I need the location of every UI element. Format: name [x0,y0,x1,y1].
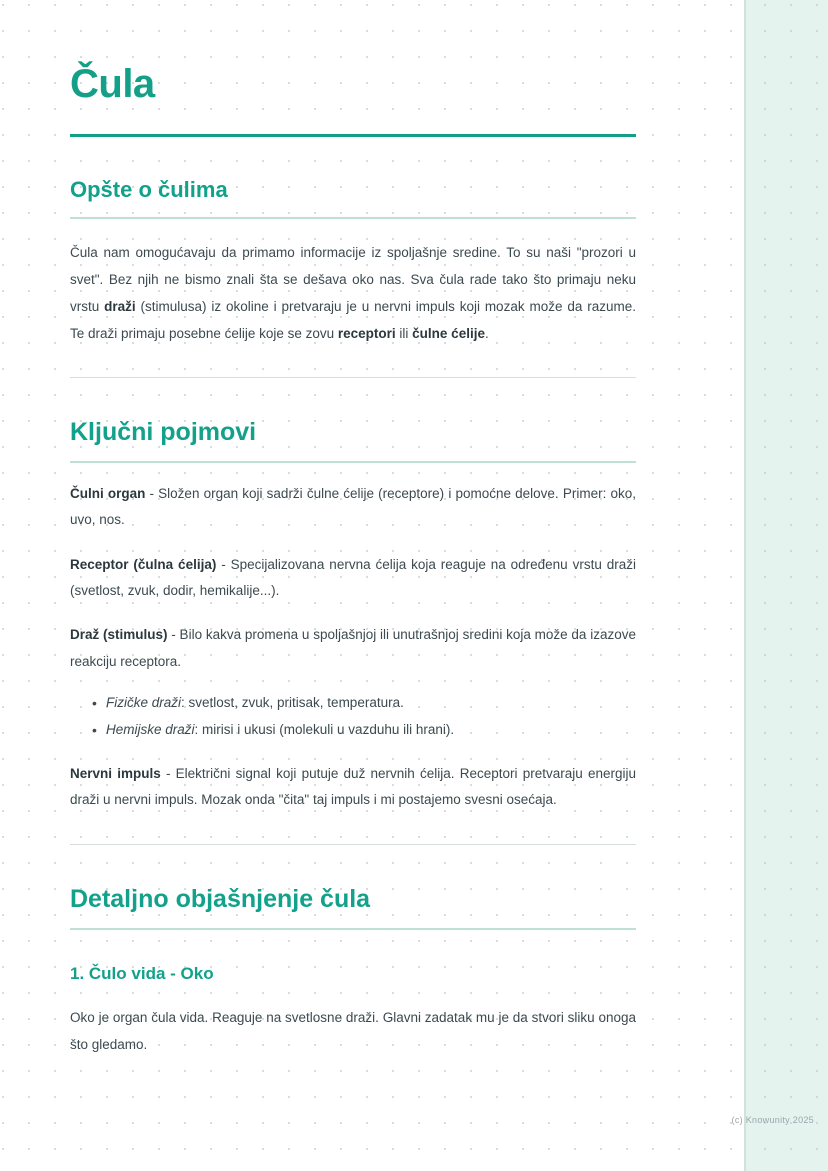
paragraph-run: (stimulusa) iz okoline i pretvaraju je u nervni impuls koji mozak može da razume. Te draži primaju posebne ćelije koje se zovu [70,299,636,341]
decorative-right-band [746,0,828,1171]
list-item-emphasis: Hemijske draži [106,721,195,737]
paragraph-run: Čula nam omogućavaju da primamo informacije iz spoljašnje sredine. To su naši "prozori u svet". Bez njih ne bismo znali šta se dešava oko nas. Sva čula rade tako što primaju neku vrstu [70,245,636,314]
paragraph-emphasis: receptori [337,326,396,341]
stimulus-type-list [70,689,636,743]
section-heading-key-terms: Ključni pojmovi [70,418,257,446]
key-term-definition: - Bilo kakva promena u spoljašnjoj ili unutrašnjoj sredini koja može da izazove reakciju receptora. [70,627,636,669]
section-divider-general [70,217,636,219]
footer-credit: (c) Knowunity 2025 [731,1115,814,1125]
paragraph-eye: Oko je organ čula vida. Reaguje na svetlosne draži. Glavni zadatak mu je da stvori sliku onoga što gledamo. [70,1009,636,1052]
section-heading-general: Opšte o čulima [70,177,228,202]
list-item [92,689,636,716]
paragraph-run: ili [395,326,413,341]
key-term-label: Draž (stimulus) [70,627,168,643]
content-divider-2 [70,844,636,845]
key-term-label: Nervni impuls [70,765,161,781]
list-item-emphasis: Fizičke draži [106,694,182,710]
document-content [70,0,636,1058]
key-term-label: Čulni organ [70,486,146,501]
list-item-text: : svetlost, zvuk, pritisak, temperatura. [181,694,404,710]
key-term-nerve-impulse [70,761,636,814]
subsection-heading-eye: 1. Čulo vida - Oko [70,963,214,983]
section-heading-detail: Detaljno objašnjenje čula [70,884,371,913]
key-term-label: Receptor (čulna ćelija) [70,556,217,572]
list-item [92,716,636,743]
key-term-receptor [70,552,636,605]
content-divider-1 [70,377,636,378]
key-term-stimulus [70,622,636,675]
page-title: Čula [70,62,155,106]
section-divider-key-terms [70,461,636,463]
key-term-definition: - Električni signal koji putuje duž nervnih ćelija. Receptori pretvaraju energiju draži u nervni impuls. Mozak onda "čita" taj impuls i mi postajemo svesni osećaja. [70,765,636,808]
decorative-vertical-rule [744,0,746,1171]
paragraph-run: . [484,326,489,341]
key-term-sense-organ [70,481,636,534]
paragraph-emphasis: čulne ćelije [412,326,485,341]
title-divider [70,134,636,137]
section-divider-detail [70,928,636,930]
paragraph-general [70,239,636,347]
key-term-definition: - Složen organ koji sadrži čulne ćelije (receptore) i pomoćne delove. Primer: oko, uvo, nos. [70,486,636,528]
list-item-text: : mirisi i ukusi (molekuli u vazduhu ili hrani). [194,721,455,737]
paragraph-emphasis: draži [104,299,136,314]
key-term-definition: - Specijalizovana nervna ćelija koja reaguje na određenu vrstu draži (svetlost, zvuk, dodir, hemikalije...). [70,556,636,598]
